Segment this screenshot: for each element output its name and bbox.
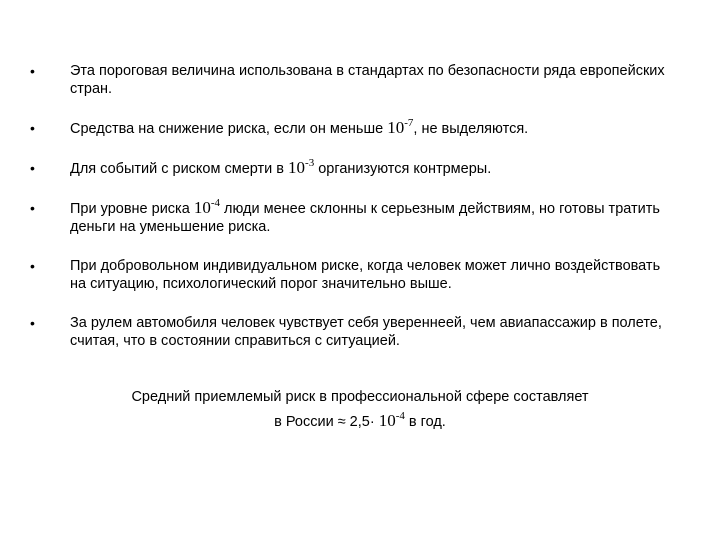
- summary-text-after: в год.: [404, 414, 446, 430]
- bullet-text: При добровольном индивидуальном риске, когда человек может лично воздействовать на ситуацию, психологический порог значительно выше.: [70, 258, 661, 292]
- bullet-item-5: [30, 257, 680, 293]
- bullet-item-3: [30, 159, 680, 178]
- bullet-text-after: организуются контрмеры.: [314, 161, 492, 177]
- power-exponent: -4: [395, 410, 405, 422]
- power-base: 10: [193, 198, 211, 217]
- bullet-text: Эта пороговая величина использована в стандартах по безопасности ряда европейских стран.: [70, 63, 665, 97]
- summary-line-2: [0, 409, 720, 434]
- bullet-text: За рулем автомобиля человек чувствует себя увереннеей, чем авиапассажир в полете, считая, что в состоянии справиться с ситуацией.: [70, 315, 662, 349]
- bullet-marker: •: [30, 258, 35, 274]
- summary-line-1: Средний приемлемый риск в профессиональной сфере составляет: [131, 389, 589, 405]
- bullet-item-4: [30, 199, 680, 236]
- bullet-marker: •: [30, 200, 35, 216]
- power-of-ten: [379, 411, 405, 430]
- power-exponent: -7: [404, 117, 414, 129]
- bullet-item-1: [30, 62, 680, 98]
- bullet-marker: •: [30, 63, 35, 79]
- bullet-text-before: Для событий с риском смерти в: [70, 161, 289, 177]
- power-base: 10: [387, 118, 405, 137]
- bullet-marker: •: [30, 160, 35, 176]
- power-exponent: -3: [305, 157, 315, 169]
- bullet-text-before: Средства на снижение риска, если он меньше: [70, 121, 388, 137]
- power-exponent: -4: [210, 197, 220, 209]
- summary: [0, 385, 720, 434]
- bullet-text-after: , не выделяются.: [413, 121, 529, 137]
- bullet-text-after: люди менее склонны к серьезным действиям, но готовы тратить деньги на уменьшение риска.: [70, 201, 660, 235]
- power-base: 10: [288, 158, 306, 177]
- bullet-marker: •: [30, 120, 35, 136]
- power-base: 10: [378, 411, 396, 430]
- bullet-list: [30, 62, 680, 371]
- bullet-item-6: [30, 314, 680, 350]
- bullet-item-2: [30, 119, 680, 138]
- bullet-marker: •: [30, 315, 35, 331]
- bullet-text-before: При уровне риска: [70, 201, 194, 217]
- power-of-ten: [387, 118, 413, 137]
- power-of-ten: [288, 158, 314, 177]
- summary-text-before: в России ≈ 2,5·: [274, 414, 379, 430]
- power-of-ten: [194, 198, 220, 217]
